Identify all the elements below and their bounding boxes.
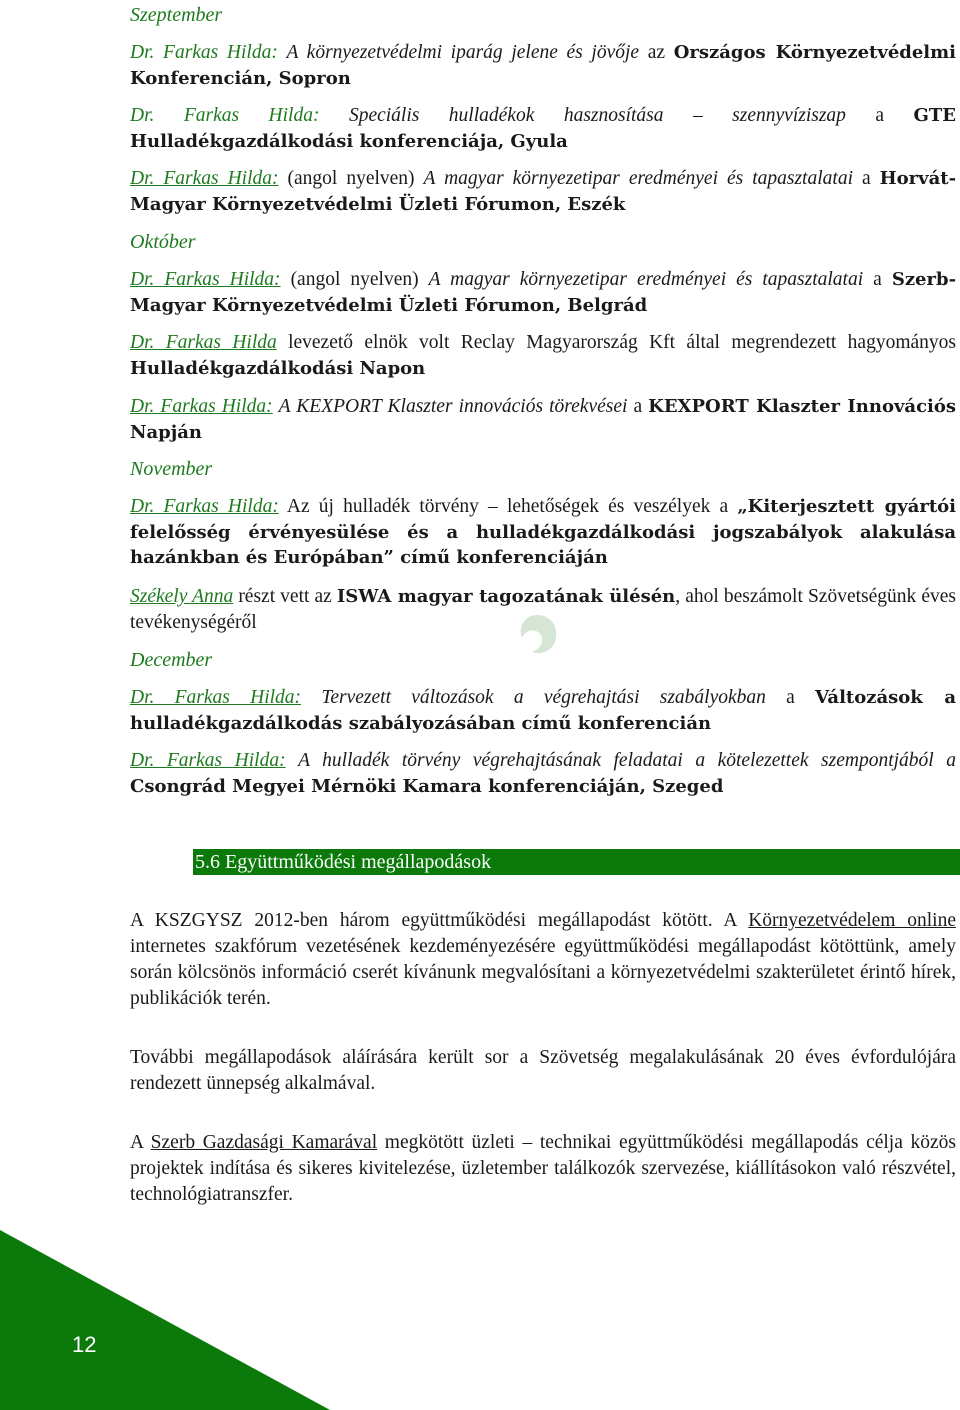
event-entry: Dr. Farkas Hilda: Az új hulladék törvény – lehetőségek és veszélyek a „Kiterjesztett gyártói felelősség érvényesülése és a hulladékgazdálkodási jogszabályok alakulása hazánkban és Európában” című konferenciáján [130,496,957,568]
talk-title: A környezetvédelmi iparág jelene és jövője [286,42,640,63]
speaker-name: Dr. Farkas Hilda: [130,396,273,417]
event-entry: Dr. Farkas Hilda: Speciális hulladékok hasznosítása – szennyvíziszap a GTE Hulladékgazdálkodási konferenciája, Gyula [130,105,957,152]
month-heading-september: Szeptember [130,4,223,26]
event-name: Csongrád Megyei Mérnöki Kamara konferenciáján, Szeged [130,775,724,797]
speaker-name: Dr. Farkas Hilda: [130,687,302,708]
event-name: Országos Környezetvédelmi Konferencián, Sopron [130,42,957,89]
talk-title: A magyar környezetipar eredményei és tapasztalatai [423,168,853,189]
event-entry: Dr. Farkas Hilda: (angol nyelven) A magyar környezetipar eredményei és tapasztalatai a Horvát-Magyar Környezetvédelmi Üzleti Fórumon, Eszék [130,168,957,215]
month-heading-november: November [130,458,213,480]
month-heading-october: Október [130,231,196,253]
section-heading: 5.6 Együttműködési megállapodások [193,849,960,875]
event-name: Horvát-Magyar Környezetvédelmi Üzleti Fórumon, Eszék [130,168,957,215]
paragraph-agreements-intro: A KSZGYSZ 2012-ben három együttműködési megállapodást kötött. A Környezetvédelem online internetes szakfórum vezetésének kezdeményezésére együttműködési megállapodást kötöttünk, amely során kölcsönös információ cserét kívánunk megvalósítani a környezetvédelmi szakterületet érintő hírek, publikációk terén. [130,910,957,1009]
speaker-name: Dr. Farkas Hilda: [130,42,278,63]
speaker-name: Dr. Farkas Hilda [130,332,277,353]
event-entry: Dr. Farkas Hilda: (angol nyelven) A magyar környezetipar eredményei és tapasztalatai a Szerb-Magyar Környezetvédelmi Üzleti Fórumon, Belgrád [130,269,957,316]
corner-decoration [0,1230,330,1410]
event-name: „Kiterjesztett gyártói felelősség érvényesülése és a hulladékgazdálkodási jogszabályok alakulása hazánkban és Európában” című konferenciáján [130,496,957,568]
event-entry: Dr. Farkas Hilda levezető elnök volt Reclay Magyarország Kft által megrendezett hagyományos Hulladékgazdálkodási Napon [130,332,956,379]
event-name: Hulladékgazdálkodási Napon [130,357,426,379]
page-number: 12 [72,1332,97,1357]
link-szerb-gazdasagi-kamara[interactable]: Szerb Gazdasági Kamarával [150,1132,378,1153]
speaker-name: Dr. Farkas Hilda: [130,750,286,771]
talk-title: Tervezett változások a végrehajtási szabályokban [321,687,766,708]
month-heading-december: December [130,649,213,671]
event-name: KEXPORT Klaszter Innovációs Napján [130,396,957,443]
event-name: Változások a hulladékgazdálkodás szabályozásában című konferencián [130,687,957,734]
event-name: ISWA magyar tagozatának ülésén [336,586,676,607]
event-name: GTE Hulladékgazdálkodási konferenciája, Gyula [130,105,957,152]
event-entry: Dr. Farkas Hilda: A KEXPORT Klaszter innovációs törekvései a KEXPORT Klaszter Innovációs Napján [130,396,957,443]
speaker-name: Dr. Farkas Hilda: [130,269,281,290]
talk-title: Speciális hulladékok hasznosítása – szennyvíziszap [348,105,846,126]
paragraph-serbian-chamber: A Szerb Gazdasági Kamarával megkötött üzleti – technikai együttműködési megállapodás célja közös projektek indítása és sikeres kivitelezése, üzletember találkozók szervezése, kiállításokon való részvétel, technológiatranszfer. [130,1132,957,1205]
paragraph-further-agreements: További megállapodások aláírására került sor a Szövetség megalakulásának 20 éves évfordulójára rendezett ünnepség alkalmával. [130,1047,956,1094]
event-name: Szerb-Magyar Környezetvédelmi Üzleti Fórumon, Belgrád [130,269,957,316]
link-kornyezetvedelem-online[interactable]: Környezetvédelem online [748,910,957,931]
watermark-logo-icon [512,610,562,660]
talk-title: A KEXPORT Klaszter innovációs törekvései [278,396,628,417]
speaker-name: Dr. Farkas Hilda: [130,105,320,126]
speaker-name: Dr. Farkas Hilda: [130,496,279,517]
talk-title: A hulladék törvény végrehajtásának feladatai a kötelezettek szempontjából a [298,750,956,771]
speaker-name: Dr. Farkas Hilda: [130,168,279,189]
event-entry: Székely Anna részt vett az ISWA magyar tagozatának ülésén, ahol beszámolt Szövetségünk éves tevékenységéről [130,586,956,633]
event-entry: Dr. Farkas Hilda: A környezetvédelmi iparág jelene és jövője az Országos Környezetvédelmi Konferencián, Sopron [130,42,957,89]
speaker-name: Székely Anna [130,586,234,607]
talk-title: A magyar környezetipar eredményei és tapasztalatai [428,269,864,290]
event-entry [130,748,956,799]
event-entry: Dr. Farkas Hilda: Tervezett változások a végrehajtási szabályokban a Változások a hulladékgazdálkodás szabályozásában című konferencián [130,687,957,734]
